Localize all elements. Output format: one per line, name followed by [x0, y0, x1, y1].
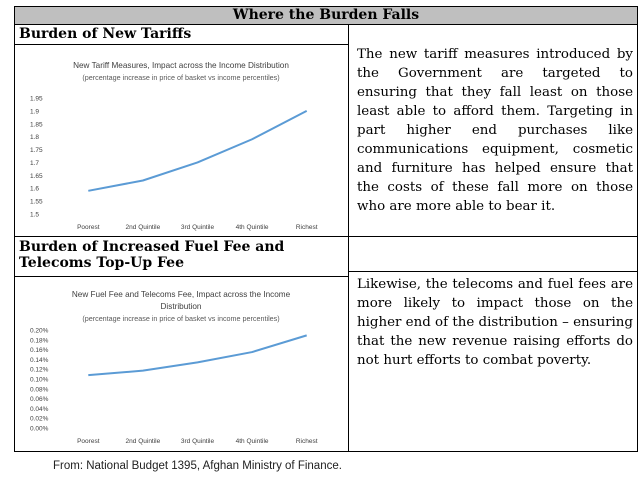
section-2-heading: Burden of Increased Fuel Fee and Telecoms Top-Up Fee [19, 239, 285, 271]
y-tick-label: 0.10% [30, 376, 49, 384]
x-tick-label: 2nd Quintile [125, 224, 161, 231]
source-footer: From: National Budget 1395, Afghan Ministry of Finance. [53, 460, 342, 472]
chart-subtitle: (percentage increase in price of basket vs income percentiles) [82, 314, 280, 323]
fuel-telecoms-impact-chart [16, 278, 346, 450]
y-tick-label: 1.5 [30, 211, 40, 219]
section-1-heading: Burden of New Tariffs [19, 26, 192, 42]
series-line [88, 335, 306, 375]
y-tick-label: 1.85 [30, 121, 43, 129]
series-line [88, 111, 306, 191]
tariff-impact-chart [16, 46, 346, 236]
chart-subtitle: (percentage increase in price of basket vs income percentiles) [82, 73, 280, 82]
y-tick-label: 1.8 [30, 134, 40, 142]
section-2-text: Likewise, the telecoms and fuel fees are more likely to impact those on the higher end of the distribution – ensuring that the new revenue raising efforts do not hurt efforts to combat poverty. [357, 277, 633, 368]
y-tick-label: 1.55 [30, 198, 43, 206]
y-tick-label: 1.75 [30, 147, 43, 155]
x-tick-label: 2nd Quintile [125, 438, 161, 445]
y-tick-label: 1.9 [30, 108, 40, 116]
chart-title: Distribution [160, 302, 202, 311]
y-tick-label: 0.16% [30, 347, 49, 355]
x-tick-label: 4th Quintile [235, 224, 269, 231]
chart-title: New Fuel Fee and Telecoms Fee, Impact across the Income [71, 290, 291, 299]
y-tick-label: 0.08% [30, 386, 49, 394]
section-divider [15, 236, 637, 237]
x-tick-label: 3rd Quintile [180, 438, 215, 445]
y-tick-label: 0.06% [30, 396, 49, 404]
section-2-heading-divider [15, 276, 349, 277]
y-tick-label: 1.65 [30, 172, 43, 180]
y-tick-label: 0.14% [30, 356, 49, 364]
section-1-text: The new tariff measures introduced by the Government are targeted to ensuring that they fall least on those least able to afford them. Targeting in part higher end purchases like communications equipment, cosmetic and furniture has helped ensure that the costs of these fall more on those who are more able to bear it. [357, 47, 633, 214]
y-tick-label: 0.18% [30, 337, 49, 345]
x-tick-label: Richest [295, 224, 318, 231]
section-1-heading-divider [15, 44, 349, 45]
content-frame [14, 6, 638, 452]
chart-title: New Tariff Measures, Impact across the Income Distribution [73, 61, 289, 70]
y-tick-label: 1.7 [30, 159, 40, 167]
x-tick-label: 3rd Quintile [180, 224, 215, 231]
y-tick-label: 0.02% [30, 415, 49, 423]
column-divider [348, 25, 349, 451]
page-title: Where the Burden Falls [15, 7, 637, 25]
x-tick-label: 4th Quintile [235, 438, 269, 445]
y-tick-label: 1.95 [30, 95, 43, 103]
y-tick-label: 0.12% [30, 366, 49, 374]
x-tick-label: Richest [295, 438, 318, 445]
y-tick-label: 1.6 [30, 185, 40, 193]
x-tick-label: Poorest [77, 224, 100, 231]
y-tick-label: 0.20% [30, 327, 49, 335]
y-tick-label: 0.04% [30, 405, 49, 413]
y-tick-label: 0.00% [30, 425, 49, 433]
x-tick-label: Poorest [77, 438, 100, 445]
section-2-right-divider [349, 271, 637, 272]
